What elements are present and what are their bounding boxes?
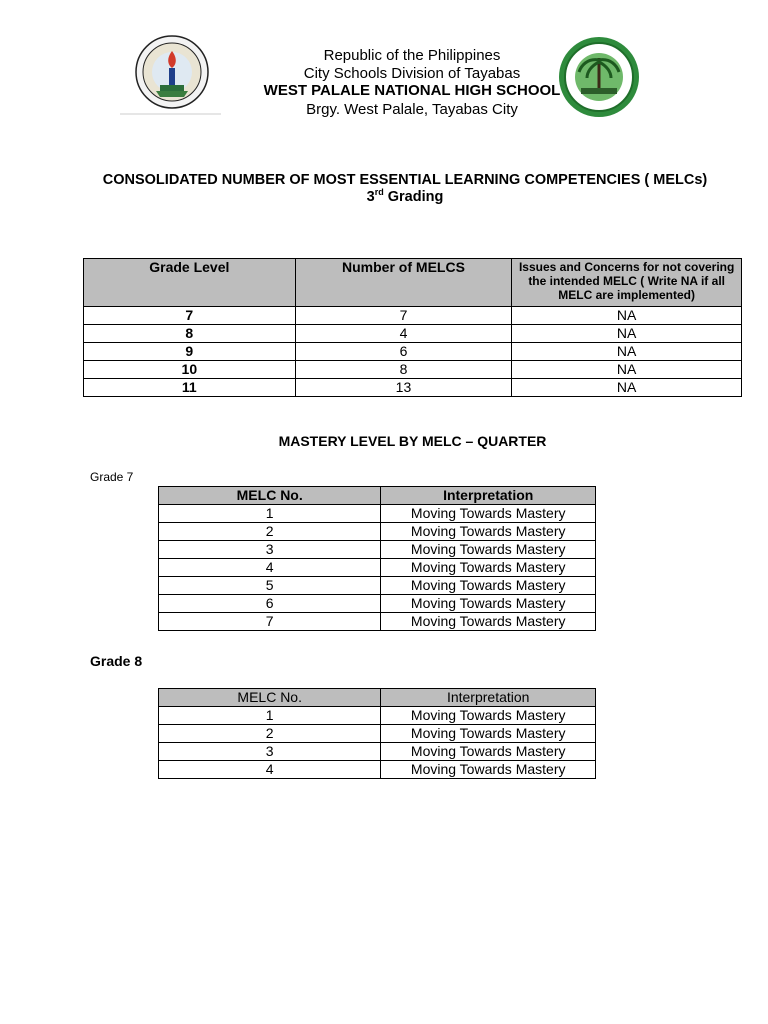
- melc-no-cell: 5: [159, 577, 381, 595]
- table-header-row: [84, 259, 742, 307]
- table-row: [159, 559, 596, 577]
- issues-cell: NA: [512, 307, 742, 325]
- header-interpretation: Interpretation: [381, 487, 596, 505]
- table-row: [159, 613, 596, 631]
- table-row: [84, 379, 742, 397]
- table-row: [159, 761, 596, 779]
- grade8-melc-table: [158, 688, 596, 779]
- interpretation-cell: Moving Towards Mastery: [381, 725, 596, 743]
- header-grade-level: Grade Level: [84, 259, 296, 307]
- interpretation-cell: Moving Towards Mastery: [381, 577, 596, 595]
- issues-cell: NA: [512, 343, 742, 361]
- table-header-row: [159, 689, 596, 707]
- melc-no-cell: 3: [159, 541, 381, 559]
- mastery-heading: MASTERY LEVEL BY MELC – QUARTER: [278, 433, 547, 449]
- header-address: Brgy. West Palale, Tayabas City: [306, 101, 518, 118]
- melc-no-cell: 6: [159, 595, 381, 613]
- header-issues-concerns: Issues and Concerns for not covering the intended MELC ( Write NA if all MELC are implemented): [512, 259, 742, 307]
- header-melc-no: MELC No.: [159, 689, 381, 707]
- interpretation-cell: Moving Towards Mastery: [381, 743, 596, 761]
- division-seal-logo: [120, 33, 221, 115]
- header-division: City Schools Division of Tayabas: [303, 65, 521, 82]
- document-title: CONSOLIDATED NUMBER OF MOST ESSENTIAL LEARNING COMPETENCIES ( MELCs): [102, 172, 708, 188]
- table-row: [84, 325, 742, 343]
- grade7-melc-table: [158, 486, 596, 631]
- interpretation-cell: Moving Towards Mastery: [381, 559, 596, 577]
- grading-period: 3rd Grading: [366, 187, 444, 205]
- grade-level-cell: 10: [84, 361, 296, 379]
- table-row: [159, 725, 596, 743]
- melc-no-cell: 7: [159, 613, 381, 631]
- grade-level-cell: 7: [84, 307, 296, 325]
- interpretation-cell: Moving Towards Mastery: [381, 595, 596, 613]
- grade8-label: Grade 8: [90, 653, 143, 669]
- issues-cell: NA: [512, 379, 742, 397]
- melc-no-cell: 2: [159, 725, 381, 743]
- header-republic: Republic of the Philippines: [323, 47, 501, 64]
- table-row: [159, 743, 596, 761]
- table-header-row: [159, 487, 596, 505]
- grade-level-cell: 9: [84, 343, 296, 361]
- melc-no-cell: 4: [159, 761, 381, 779]
- interpretation-cell: Moving Towards Mastery: [381, 541, 596, 559]
- issues-cell: NA: [512, 325, 742, 343]
- melc-count-cell: 13: [295, 379, 512, 397]
- grade-level-cell: 11: [84, 379, 296, 397]
- header-melc-no: MELC No.: [159, 487, 381, 505]
- table-row: [84, 343, 742, 361]
- melc-no-cell: 1: [159, 707, 381, 725]
- interpretation-cell: Moving Towards Mastery: [381, 505, 596, 523]
- melc-no-cell: 3: [159, 743, 381, 761]
- header-school-name: WEST PALALE NATIONAL HIGH SCHOOL: [263, 82, 561, 99]
- header-interpretation: Interpretation: [381, 689, 596, 707]
- issues-cell: NA: [512, 361, 742, 379]
- melc-summary-table: [83, 258, 742, 397]
- table-row: [159, 707, 596, 725]
- header-number-of-melcs: Number of MELCS: [295, 259, 512, 307]
- interpretation-cell: Moving Towards Mastery: [381, 523, 596, 541]
- grade7-label: Grade 7: [90, 470, 134, 484]
- melc-no-cell: 2: [159, 523, 381, 541]
- melc-no-cell: 4: [159, 559, 381, 577]
- table-row: [159, 541, 596, 559]
- melc-count-cell: 4: [295, 325, 512, 343]
- table-row: [84, 307, 742, 325]
- table-row: [159, 577, 596, 595]
- melc-count-cell: 6: [295, 343, 512, 361]
- interpretation-cell: Moving Towards Mastery: [381, 613, 596, 631]
- table-row: [159, 523, 596, 541]
- melc-no-cell: 1: [159, 505, 381, 523]
- interpretation-cell: Moving Towards Mastery: [381, 707, 596, 725]
- grade-level-cell: 8: [84, 325, 296, 343]
- table-row: [159, 505, 596, 523]
- table-row: [84, 361, 742, 379]
- melc-count-cell: 7: [295, 307, 512, 325]
- interpretation-cell: Moving Towards Mastery: [381, 761, 596, 779]
- table-row: [159, 595, 596, 613]
- melc-count-cell: 8: [295, 361, 512, 379]
